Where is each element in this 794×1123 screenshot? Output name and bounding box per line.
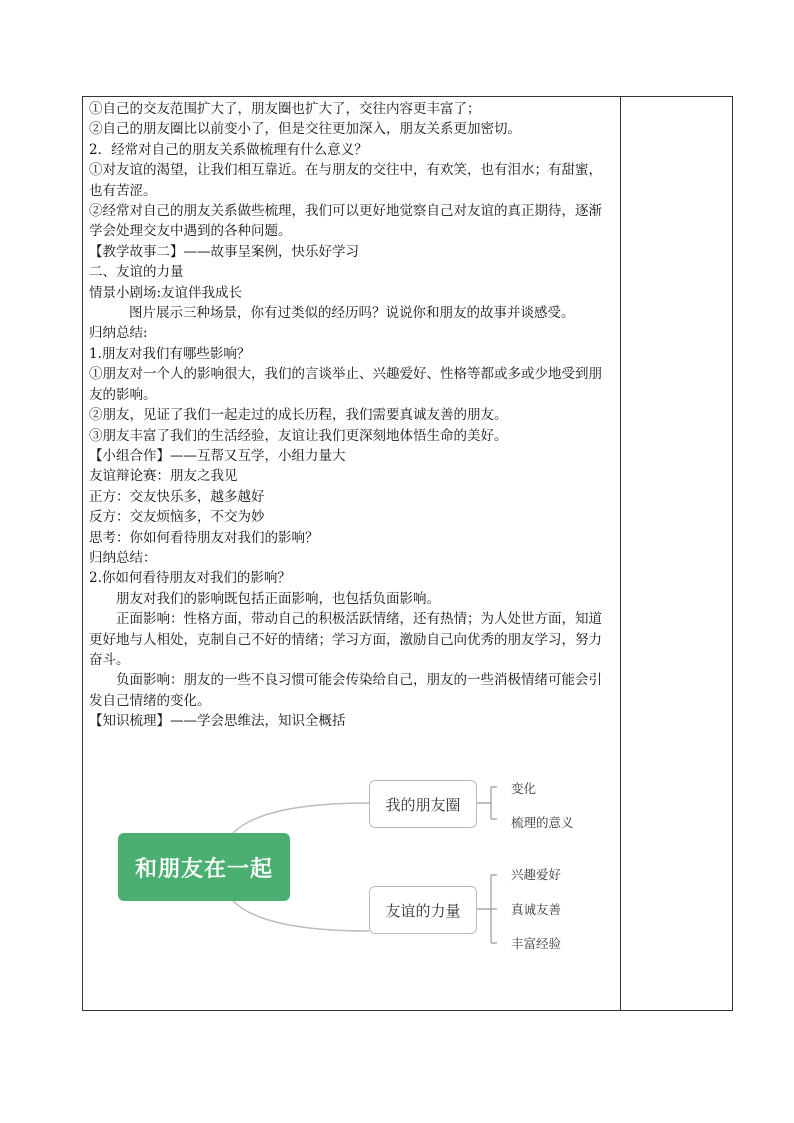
text-line: 思考：你如何看待朋友对我们的影响？ <box>89 529 319 546</box>
mind-map-leaf: 真诚友善 <box>511 902 562 917</box>
section-heading: 【知识梳理】——学会思维法，知识全概括 <box>89 713 346 730</box>
text-line: 正方：交友快乐多，越多越好 <box>89 488 265 505</box>
text-line: 情景小剧场:友谊伴我成长 <box>89 284 243 301</box>
mind-map-leaf: 丰富经验 <box>511 936 562 951</box>
text-line: 图片展示三种场景，你有过类似的经历吗？说说你和朋友的故事并谈感受。 <box>129 305 575 322</box>
section-heading: 【教学故事二】——故事呈案例，快乐好学习 <box>89 243 359 260</box>
text-line: ②自己的朋友圈比以前变小了，但是交往更加深入，朋友关系更加密切。 <box>89 121 521 138</box>
mind-map-root: 和朋友在一起 <box>118 833 290 901</box>
text-line: 负面影响：朋友的一些不良习惯可能会传染给自己，朋友的一些消极情绪可能会引发自己情绪的变化。 <box>89 672 602 709</box>
text-line: 归纳总结： <box>89 549 157 566</box>
lesson-table <box>82 96 733 1011</box>
text-line: ①朋友对一个人的影响很大，我们的言谈举止、兴趣爱好、性格等都或多或少地受到朋友的影响。 <box>89 366 602 403</box>
text-line: ②经常对自己的朋友关系做些梳理，我们可以更好地觉察自己对友谊的真正期待，逐渐学会处理交友中遇到的各种问题。 <box>89 203 602 240</box>
text-line: 归纳总结: <box>89 325 148 342</box>
text-line: 正面影响：性格方面，带动自己的积极活跃情绪，还有热情；为人处世方面，知道更好地与人相处，克制自己不好的情绪；学习方面，激励自己向优秀的朋友学习，努力奋斗。 <box>89 611 602 668</box>
text-line: 1.朋友对我们有哪些影响？ <box>89 345 251 362</box>
text-line: ②朋友，见证了我们一起走过的成长历程，我们需要真诚友善的朋友。 <box>89 407 508 424</box>
text-line: 2.你如何看待朋友对我们的影响？ <box>89 570 291 587</box>
text-line: ③朋友丰富了我们的生活经验，友谊让我们更深刻地体悟生命的美好。 <box>89 427 508 444</box>
text-line: ①对友谊的渴望，让我们相互靠近。在与朋友的交往中，有欢笑，也有泪水；有甜蜜，也有苦涩。 <box>89 162 602 199</box>
text-line: ①自己的交友范围扩大了，朋友圈也扩大了，交往内容更丰富了； <box>89 101 481 117</box>
mind-map-branch-friendship-power: 友谊的力量 <box>369 886 477 934</box>
section-heading: 二、友谊的力量 <box>89 264 184 281</box>
mind-map-leaf: 兴趣爱好 <box>511 867 562 882</box>
text-line: 朋友对我们的影响既包括正面影响，也包括负面影响。 <box>116 590 440 607</box>
column-divider <box>620 97 621 1010</box>
lesson-content <box>89 99 614 732</box>
section-heading: 【小组合作】——互帮又互学，小组力量大 <box>89 447 346 464</box>
text-line: 友谊辩论赛：朋友之我见 <box>89 468 238 485</box>
mind-map-leaf: 梳理的意义 <box>511 815 574 830</box>
text-line: 2．经常对自己的朋友关系做梳理有什么意义？ <box>89 141 368 158</box>
text-line: 反方：交友烦恼多，不交为妙 <box>89 509 265 526</box>
mind-map-branch-friend-circle: 我的朋友圈 <box>369 780 477 828</box>
mind-map <box>113 763 613 983</box>
mind-map-leaf: 变化 <box>511 781 537 796</box>
